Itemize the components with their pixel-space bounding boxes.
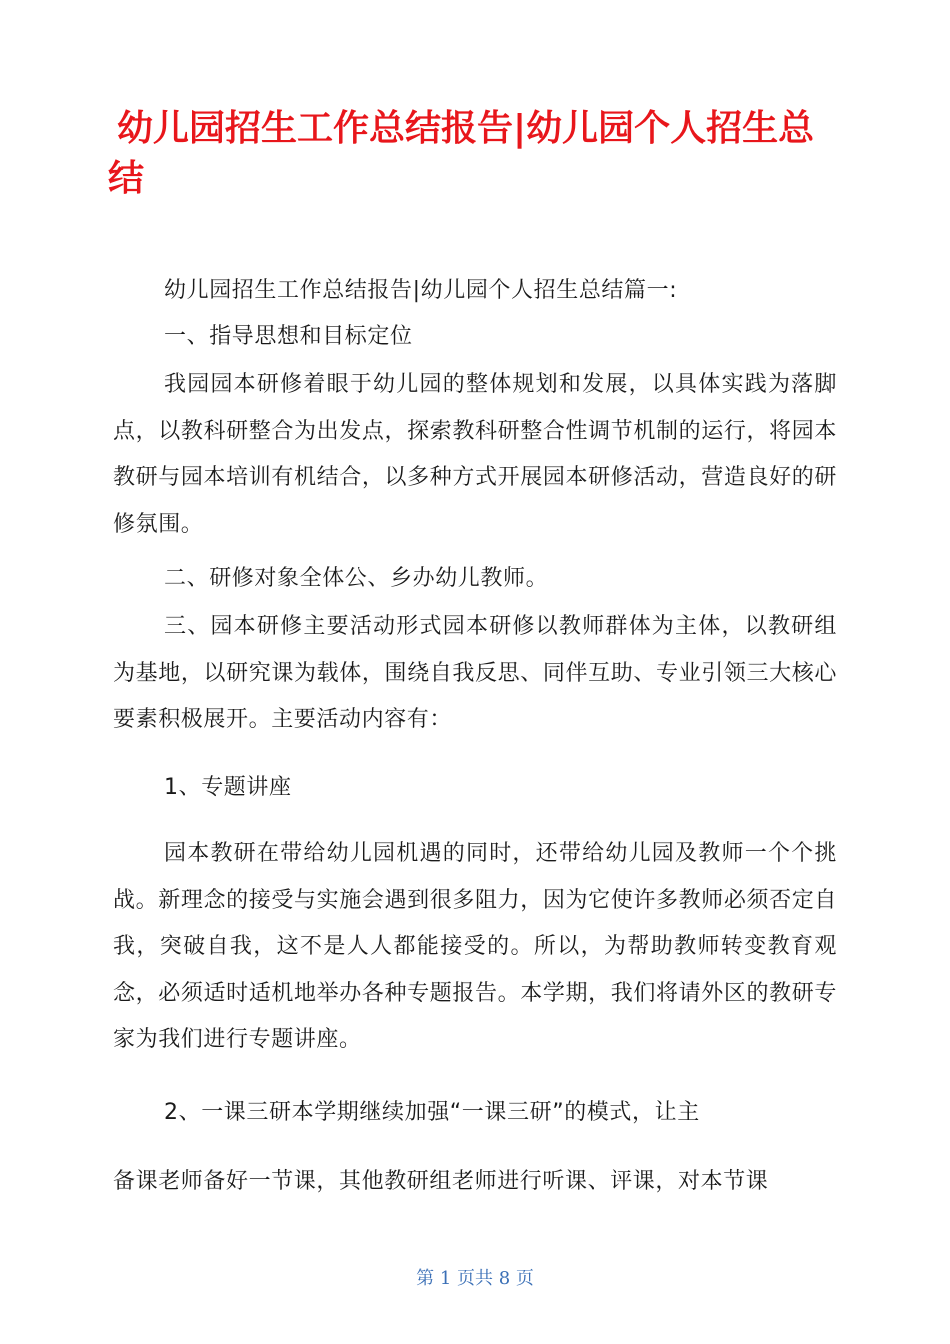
paragraph-lectures: 园本教研在带给幼儿园机遇的同时，还带给幼儿园及教师一个个挑战。新理念的接受与实施会遇到很多阻力，因为它使许多教师必须否定自我，突破自我，这不是人人都能接受的。所以，为帮助教师转变教育观念，必须适时适机地举办各种专题报告。本学期，我们将请外区的教研专家为我们进行专题讲座。 bbox=[113, 841, 837, 1052]
list-item-1: 1、专题讲座 bbox=[164, 775, 292, 800]
paragraph-intro: 幼儿园招生工作总结报告|幼儿园个人招生总结篇一: bbox=[164, 278, 678, 303]
section-heading-2: 二、研修对象全体公、乡办幼儿教师。 bbox=[164, 566, 549, 591]
section-heading-3: 三、园本研修主要活动形式园本研修以教师群体为主体，以教研组为基地，以研究课为载体，围绕自我反思、同伴互助、专业引领三大核心要素积极展开。主要活动内容有： bbox=[113, 614, 837, 732]
paragraph-guiding-thought: 我园园本研修着眼于幼儿园的整体规划和发展，以具体实践为落脚点，以教科研整合为出发点，探索教科研整合性调节机制的运行，将园本教研与园本培训有机结合，以多种方式开展园本研修活动，营造良好的研修氛围。 bbox=[113, 372, 837, 537]
document-title-text: 幼儿园招生工作总结报告|幼儿园个人招生总结 bbox=[108, 108, 815, 199]
document-title bbox=[108, 104, 838, 204]
list-item-2: 2、一课三研本学期继续加强“一课三研”的模式，让主 bbox=[164, 1100, 700, 1125]
section-heading-1: 一、指导思想和目标定位 bbox=[164, 324, 413, 349]
paragraph-continued: 备课老师备好一节课，其他教研组老师进行听课、评课，对本节课 bbox=[113, 1169, 769, 1194]
page-number: 第 1 页共 8 页 bbox=[416, 1268, 534, 1289]
